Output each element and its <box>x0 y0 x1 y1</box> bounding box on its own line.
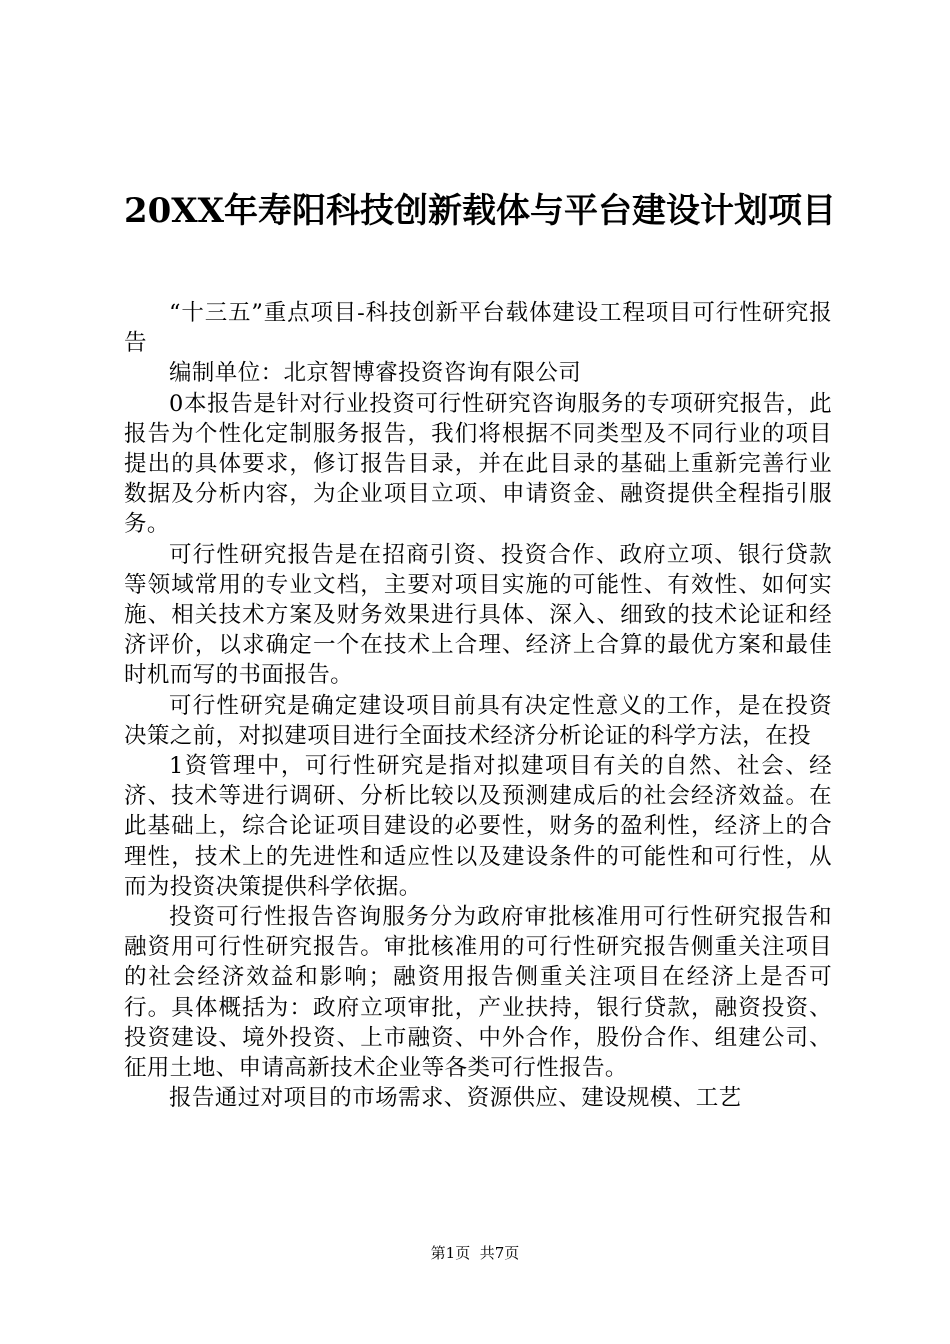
paragraph-compiler: 编制单位：北京智博睿投资咨询有限公司 <box>169 360 582 387</box>
paragraph: 报告通过对项目的市场需求、资源供应、建设规模、工艺 <box>169 1085 742 1112</box>
paragraph: 可行性研究是确定建设项目前具有决定性意义的工作，是在投资决策之前，对拟建项目进行全面技术经济分析论证的科学方法，在投 <box>124 692 832 749</box>
paragraph: 投资可行性报告咨询服务分为政府审批核准用可行性研究报告和融资用可行性研究报告。审批核准用的可行性研究报告侧重关注项目的社会经济效益和影响；融资用报告侧重关注项目在经济上是否可行。具体概括为：政府立项审批，产业扶持，银行贷款，融资投资、投资建设、境外投资、上市融资、中外合作，股份合作、组建公司、征用土地、申请高新技术企业等各类可行性报告。 <box>124 904 832 1082</box>
paragraph: 1资管理中，可行性研究是指对拟建项目有关的自然、社会、经济、技术等进行调研、分析比较以及预测建成后的社会经济效益。在此基础上，综合论证项目建设的必要性，财务的盈利性，经济上的合理性，技术上的先进性和适应性以及建设条件的可能性和可行性，从而为投资决策提供科学依据。 <box>124 753 832 900</box>
document-body <box>124 298 832 1113</box>
document-title: 20XX年寿阳科技创新载体与平台建设计划项目 <box>123 191 837 231</box>
page-number: 第1页 <box>430 1244 471 1262</box>
paragraph: 可行性研究报告是在招商引资、投资合作、政府立项、银行贷款等领域常用的专业文档，主要对项目实施的可能性、有效性、如何实施、相关技术方案及财务效果进行具体、深入、细致的技术论证和经济评价，以求确定一个在技术上合理、经济上合算的最优方案和最佳时机而写的书面报告。 <box>124 541 832 689</box>
page-total: 共7页 <box>479 1244 520 1262</box>
paragraph-subtitle: “十三五”重点项目-科技创新平台载体建设工程项目可行性研究报告 <box>124 300 832 357</box>
paragraph: 0本报告是针对行业投资可行性研究咨询服务的专项研究报告，此报告为个性化定制服务报告，我们将根据不同类型及不同行业的项目提出的具体要求，修订报告目录，并在此目录的基础上重新完善行业数据及分析内容，为企业项目立项、申请资金、融资提供全程指引服务。 <box>124 390 832 538</box>
page-footer <box>0 1243 950 1263</box>
